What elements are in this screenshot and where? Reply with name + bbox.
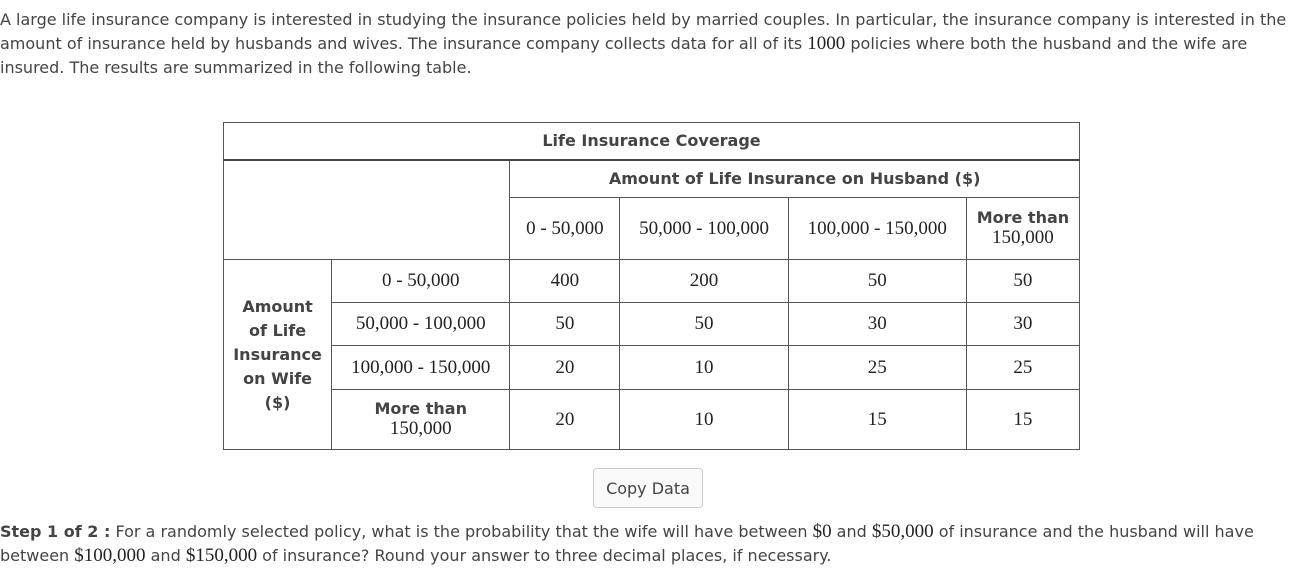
intro-text-2: policies where both the husband and the wife are insured. The results are summarized in the following table. xyxy=(0,34,1248,77)
cell-2-2: 25 xyxy=(788,346,966,390)
col-header-0: 0 - 50,000 xyxy=(510,198,620,260)
cell-3-1: 10 xyxy=(620,390,788,450)
step-value-4: $150,000 xyxy=(185,545,258,566)
cell-2-1: 10 xyxy=(620,346,788,390)
step-value-1: $0 xyxy=(812,521,832,542)
step-text-5: of insurance? Round your answer to three decimal places, if necessary. xyxy=(257,546,832,565)
wife-header-line-4: on Wife xyxy=(243,368,313,388)
wife-header-line-3: Insurance xyxy=(233,344,322,364)
cell-3-3: 15 xyxy=(966,390,1079,450)
wife-header-line-2: of Life xyxy=(249,320,307,340)
col-header-2: 100,000 - 150,000 xyxy=(788,198,966,260)
wife-header-line-5: ($) xyxy=(264,392,291,412)
cell-0-3: 50 xyxy=(966,260,1079,303)
cell-1-3: 30 xyxy=(966,303,1079,346)
step-question xyxy=(0,520,1300,568)
cell-0-2: 50 xyxy=(788,260,966,303)
row-header-3-bottom: 150,000 xyxy=(389,418,452,439)
cell-3-2: 15 xyxy=(788,390,966,450)
step-text-1: For a randomly selected policy, what is the probability that the wife will have between xyxy=(110,522,813,541)
husband-header: Amount of Life Insurance on Husband ($) xyxy=(510,160,1080,198)
cell-0-0: 400 xyxy=(510,260,620,303)
step-value-2: $50,000 xyxy=(871,521,934,542)
cell-2-0: 20 xyxy=(510,346,620,390)
col-header-3-bottom: 150,000 xyxy=(992,227,1054,248)
row-header-0: 0 - 50,000 xyxy=(332,260,510,303)
step-text-4: and xyxy=(145,546,186,565)
row-header-3 xyxy=(332,390,510,450)
intro-text-1: A large life insurance company is interested in studying the insurance policies held by married couples. In particular, the insurance company is interested in the amount of insurance held by husbands and wives. The insurance company collects data for all of its xyxy=(0,10,1287,53)
cell-1-2: 30 xyxy=(788,303,966,346)
cell-1-0: 50 xyxy=(510,303,620,346)
step-value-3: $100,000 xyxy=(74,545,146,566)
problem-intro xyxy=(0,8,1300,80)
col-header-1: 50,000 - 100,000 xyxy=(620,198,788,260)
cell-1-1: 50 xyxy=(620,303,788,346)
row-header-2: 100,000 - 150,000 xyxy=(332,346,510,390)
col-header-3 xyxy=(966,198,1079,260)
step-label: Step 1 of 2 : xyxy=(0,522,111,541)
cell-2-3: 25 xyxy=(966,346,1079,390)
cell-3-0: 20 xyxy=(510,390,620,450)
step-text-3: of insurance and the husband will have between xyxy=(0,522,1254,565)
row-header-3-top: More than xyxy=(374,399,467,418)
step-text-2: and xyxy=(831,522,872,541)
insurance-table xyxy=(223,122,1080,450)
empty-corner xyxy=(224,160,510,260)
policy-count: 1000 xyxy=(807,33,846,54)
col-header-3-top: More than xyxy=(976,208,1070,227)
copy-data-button[interactable]: Copy Data xyxy=(593,468,703,508)
table-title: Life Insurance Coverage xyxy=(224,123,1080,160)
cell-0-1: 200 xyxy=(620,260,788,303)
wife-header xyxy=(224,260,332,450)
row-header-1: 50,000 - 100,000 xyxy=(332,303,510,346)
wife-header-line-1: Amount xyxy=(242,296,313,316)
